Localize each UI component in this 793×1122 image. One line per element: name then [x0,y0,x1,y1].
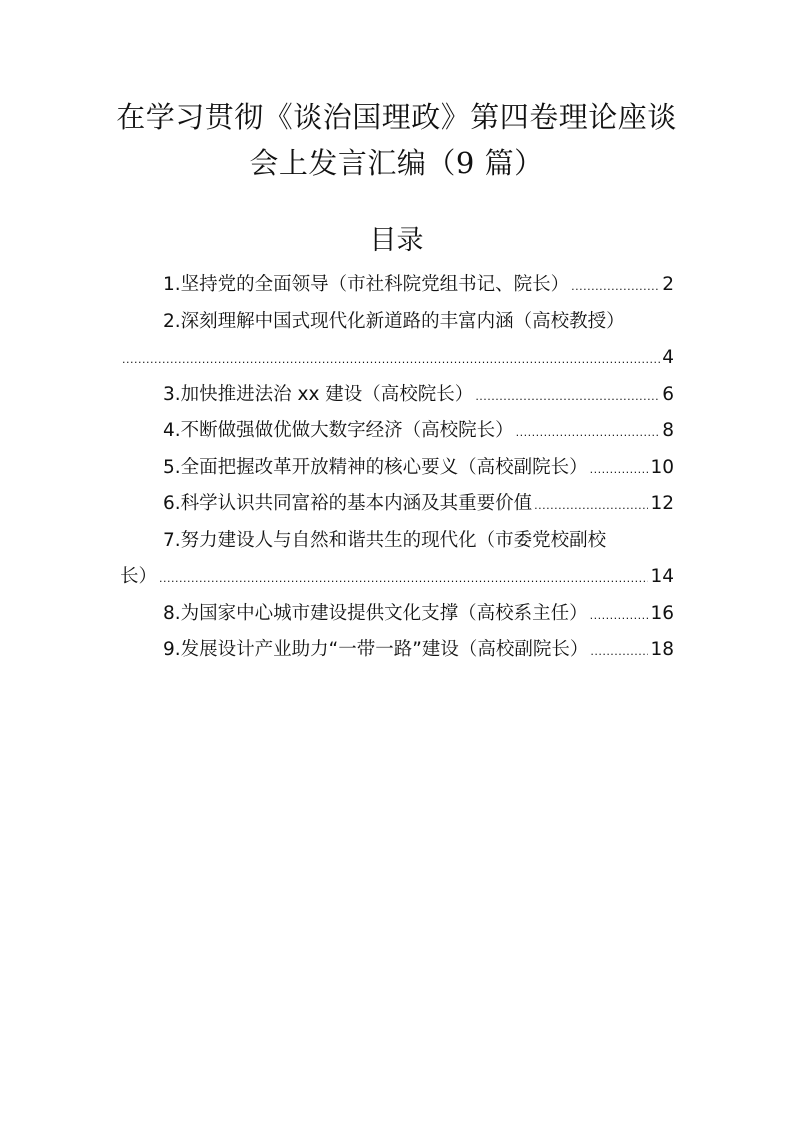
toc-entry-page: 10 [650,456,674,478]
toc-leader-dots [516,415,661,452]
toc-entry-title: 5.全面把握改革开放精神的核心要义（高校副院长） [163,456,588,478]
toc-entry-title: 8.为国家中心城市建设提供文化支撑（高校系主任） [163,602,588,624]
toc-entry-page: 2 [662,274,674,295]
toc-leader-dots [475,379,660,416]
toc-entry-4[interactable] [120,413,674,450]
toc-leader-dots [122,342,660,379]
toc-entry-8[interactable] [120,596,674,633]
title-line-1: 在学习贯彻《谈治国理政》第四卷理论座谈 [116,100,677,134]
toc-entry-7-continuation[interactable] [120,559,674,596]
toc-leader-dots [590,598,649,635]
toc-entry-title: 4.不断做强做优做大数字经济（高校院长） [163,420,514,441]
toc-entry-title: 9.发展设计产业助力“一带一路”建设（高校副院长） [163,639,589,660]
toc-entry-6[interactable] [120,486,674,523]
toc-leader-dots [590,452,649,489]
toc-entry-page: 6 [662,383,674,405]
toc-leader-dots [571,269,660,306]
toc-entry-5[interactable] [120,450,674,487]
toc-entry-9[interactable] [120,632,674,669]
toc-entry-page: 4 [662,347,674,368]
toc-entry-1[interactable] [120,267,674,304]
toc-leader-dots [534,488,648,525]
toc-entry-title: 1.坚持党的全面领导（市社科院党组书记、院长） [163,274,570,295]
toc-entry-page: 14 [650,566,674,587]
toc-entry-title-continued: 长） [120,566,158,587]
toc-entry-title: 7.努力建设人与自然和谐共生的现代化（市委党校副校 [163,529,607,551]
document-title [100,94,693,186]
toc-entry-title: 6.科学认识共同富裕的基本内涵及其重要价值 [163,493,533,514]
toc-entry-2-continuation[interactable] [120,340,674,377]
toc-entry-title: 3.加快推进法治 xx 建设（高校院长） [163,383,474,405]
toc-entry-2[interactable] [120,304,674,341]
toc-entry-page: 16 [650,602,674,624]
toc-entry-page: 12 [650,493,674,514]
toc-leader-dots [590,634,648,671]
toc-entry-3[interactable] [120,377,674,414]
title-line-2: 会上发言汇编（9 篇） [249,146,544,180]
toc-heading: 目录 [369,225,424,256]
toc-entry-page: 8 [662,420,674,441]
table-of-contents [120,267,674,669]
toc-leader-dots [159,561,648,598]
toc-entry-title: 2.深刻理解中国式现代化新道路的丰富内涵（高校教授） [163,310,625,332]
toc-entry-7[interactable] [120,523,674,560]
toc-entry-page: 18 [650,639,674,660]
